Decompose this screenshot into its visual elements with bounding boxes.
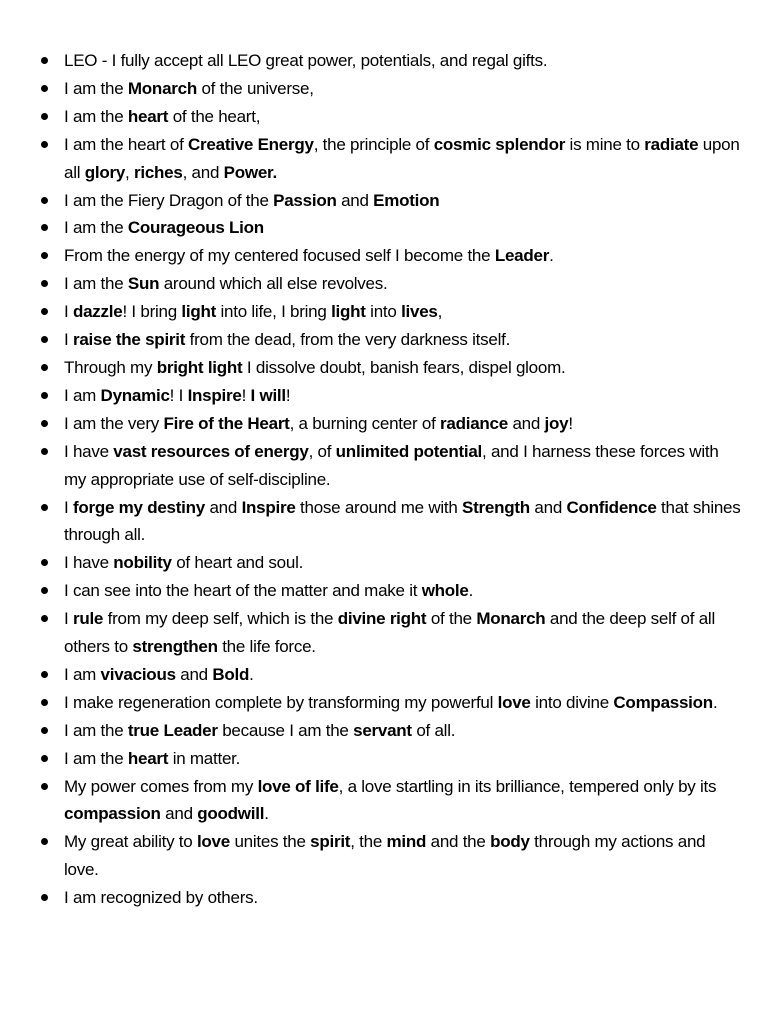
text: ! I xyxy=(169,385,188,405)
text: I am xyxy=(64,385,101,405)
text: into life, I bring xyxy=(216,302,332,322)
bullet-icon xyxy=(41,783,48,790)
list-item xyxy=(39,494,744,550)
text: I am the very xyxy=(64,413,164,433)
text: I am the xyxy=(64,274,128,294)
bold-text: Monarch xyxy=(127,78,197,98)
list-item xyxy=(39,605,744,661)
list-item xyxy=(39,577,744,605)
affirmation-list xyxy=(39,47,744,912)
bullet-icon xyxy=(41,364,48,371)
text: ! xyxy=(285,385,291,405)
text: I am the Fiery Dragon of the xyxy=(64,190,274,210)
bold-text: raise the spirit xyxy=(72,330,186,350)
bold-text: Inspire xyxy=(241,497,296,517)
text: My power comes from my xyxy=(64,776,258,796)
bold-text: rule xyxy=(72,609,104,629)
bold-text: Inspire xyxy=(187,385,242,405)
text: and xyxy=(336,190,374,210)
list-item xyxy=(39,884,744,912)
bold-text: Creative Energy xyxy=(188,134,314,154)
text: I can see into the heart of the matter and make it xyxy=(64,581,422,601)
text: ! xyxy=(568,413,573,433)
bold-text: nobility xyxy=(113,553,172,573)
text: I have xyxy=(64,553,114,573)
text: ! xyxy=(241,385,251,405)
text: and xyxy=(160,804,198,824)
text: and xyxy=(205,497,242,517)
bullet-icon xyxy=(41,141,48,148)
bold-text: light xyxy=(331,302,366,322)
list-item xyxy=(39,382,744,410)
bold-text: joy xyxy=(544,413,569,433)
bold-text: radiance xyxy=(440,413,508,433)
text: of all. xyxy=(411,720,456,740)
bullet-icon xyxy=(41,448,48,455)
bullet-icon xyxy=(41,420,48,427)
bullet-icon xyxy=(41,559,48,566)
bullet-icon xyxy=(41,727,48,734)
text: I xyxy=(64,330,73,350)
bold-text: Fire of the Heart xyxy=(163,413,290,433)
text: ! I bring xyxy=(122,302,182,322)
list-item xyxy=(39,326,744,354)
bullet-icon xyxy=(41,197,48,204)
text: I am recognized by others. xyxy=(64,888,258,908)
bold-text: heart xyxy=(127,748,169,768)
bullet-icon xyxy=(41,336,48,343)
bold-text: Compassion xyxy=(613,692,713,712)
text: From the energy of my centered focused self I become the xyxy=(64,246,495,266)
text: and the xyxy=(426,832,491,852)
bold-text: Dynamic xyxy=(100,385,170,405)
bold-text: Bold xyxy=(212,664,250,684)
bullet-icon xyxy=(41,392,48,399)
bold-text: Confidence xyxy=(566,497,657,517)
text: and the deep self of all others to xyxy=(64,609,715,657)
list-item xyxy=(39,187,744,215)
bullet-icon xyxy=(41,587,48,594)
text: I make regeneration complete by transforming my powerful xyxy=(64,692,498,712)
bold-text: lives xyxy=(401,302,438,322)
text: Through my xyxy=(64,357,157,377)
list-item xyxy=(39,214,744,242)
bullet-icon xyxy=(41,671,48,678)
bold-text: Courageous Lion xyxy=(127,218,264,238)
text: upon all xyxy=(64,134,740,182)
bold-text: bright light xyxy=(156,357,243,377)
bold-text: true Leader xyxy=(127,720,218,740)
bold-text: goodwill xyxy=(197,804,265,824)
list-item xyxy=(39,717,744,745)
text: , xyxy=(437,302,443,322)
list-item xyxy=(39,270,744,298)
bullet-icon xyxy=(41,252,48,259)
text: , a burning center of xyxy=(289,413,441,433)
bold-text: Leader xyxy=(494,246,550,266)
list-item xyxy=(39,354,744,382)
list-item xyxy=(39,131,744,187)
text: I xyxy=(64,302,73,322)
text: LEO - I fully accept all LEO great power, potentials, and regal gifts. xyxy=(64,51,548,70)
bullet-icon xyxy=(41,894,48,901)
text: , of xyxy=(308,441,336,461)
bullet-icon xyxy=(41,504,48,511)
text: the life force. xyxy=(217,637,316,657)
bold-text: unlimited potential xyxy=(335,441,483,461)
bullet-icon xyxy=(41,224,48,231)
text: I am the xyxy=(64,106,128,126)
bold-text: Monarch xyxy=(476,609,546,629)
text: into divine xyxy=(530,692,614,712)
bold-text: cosmic splendor xyxy=(433,134,566,154)
text: through my actions and love. xyxy=(64,832,706,880)
text: and xyxy=(175,664,213,684)
text: I am the xyxy=(64,218,128,238)
list-item xyxy=(39,410,744,438)
list-item xyxy=(39,661,744,689)
text: , xyxy=(125,162,134,182)
text: into xyxy=(365,302,402,322)
text: because I am the xyxy=(217,720,354,740)
bold-text: I will xyxy=(250,385,286,405)
text: from my deep self, which is the xyxy=(103,609,338,629)
text: . xyxy=(549,246,554,266)
list-item xyxy=(39,549,744,577)
text: . xyxy=(264,804,269,824)
text: that shines through all. xyxy=(64,497,741,545)
text: , the xyxy=(350,832,387,852)
text: around which all else revolves. xyxy=(159,274,388,294)
bold-text: dazzle xyxy=(72,302,123,322)
text: those around me with xyxy=(295,497,463,517)
list-item xyxy=(39,773,744,829)
list-item xyxy=(39,298,744,326)
bullet-icon xyxy=(41,85,48,92)
text: of the xyxy=(426,609,477,629)
text: and xyxy=(507,413,545,433)
list-item xyxy=(39,745,744,773)
text: in matter. xyxy=(168,748,241,768)
text: I am xyxy=(64,664,101,684)
text: , and I harness these forces with my appropriate use of self-discipline. xyxy=(64,441,719,489)
bullet-icon xyxy=(41,280,48,287)
list-item xyxy=(39,438,744,494)
text: I dissolve doubt, banish fears, dispel gloom. xyxy=(242,357,566,377)
list-item xyxy=(39,689,744,717)
bold-text: radiate xyxy=(644,134,699,154)
text: I am the heart of xyxy=(64,134,189,154)
bold-text: divine right xyxy=(337,609,427,629)
bold-text: Passion xyxy=(273,190,337,210)
bold-text: love xyxy=(497,692,531,712)
bullet-icon xyxy=(41,113,48,120)
bold-text: Power. xyxy=(223,162,277,182)
bold-text: vast resources of energy xyxy=(113,441,309,461)
bold-text: whole xyxy=(421,581,469,601)
text: I am the xyxy=(64,78,128,98)
bullet-icon xyxy=(41,57,48,64)
text: unites the xyxy=(229,832,311,852)
bullet-icon xyxy=(41,755,48,762)
bullet-icon xyxy=(41,308,48,315)
text: , and xyxy=(182,162,224,182)
bold-text: vivacious xyxy=(100,664,176,684)
text: I xyxy=(64,497,73,517)
text: from the dead, from the very darkness itself. xyxy=(185,330,511,350)
bold-text: riches xyxy=(134,162,183,182)
text: , a love startling in its brilliance, tempered only by its xyxy=(338,776,717,796)
bold-text: spirit xyxy=(310,832,351,852)
text: My great ability to xyxy=(64,832,197,852)
bold-text: mind xyxy=(386,832,427,852)
bold-text: compassion xyxy=(64,804,161,824)
bullet-icon xyxy=(41,699,48,706)
text: I xyxy=(64,609,73,629)
list-item xyxy=(39,75,744,103)
list-item xyxy=(39,103,744,131)
bullet-icon xyxy=(41,838,48,845)
bold-text: love xyxy=(196,832,230,852)
text: of the heart, xyxy=(168,106,261,126)
text: . xyxy=(468,581,474,601)
text: of heart and soul. xyxy=(171,553,304,573)
bullet-icon xyxy=(41,615,48,622)
bold-text: Emotion xyxy=(373,190,440,210)
bold-text: light xyxy=(181,302,217,322)
list-item xyxy=(39,828,744,884)
text: and xyxy=(529,497,567,517)
bold-text: body xyxy=(490,832,530,852)
bold-text: strengthen xyxy=(132,637,218,657)
bold-text: love of life xyxy=(257,776,339,796)
bold-text: forge my destiny xyxy=(72,497,205,517)
bold-text: Sun xyxy=(127,274,160,294)
list-item xyxy=(39,242,744,270)
text: I am the xyxy=(64,720,128,740)
bold-text: heart xyxy=(127,106,169,126)
text: . xyxy=(249,664,254,684)
bold-text: glory xyxy=(84,162,126,182)
text: of the universe, xyxy=(196,78,314,98)
bold-text: servant xyxy=(353,720,412,740)
bold-text: Strength xyxy=(462,497,530,517)
text: I have xyxy=(64,441,114,461)
text: . xyxy=(712,692,718,712)
text: is mine to xyxy=(565,134,645,154)
list-item xyxy=(39,47,744,75)
text: , the principle of xyxy=(313,134,434,154)
text: I am the xyxy=(64,748,128,768)
